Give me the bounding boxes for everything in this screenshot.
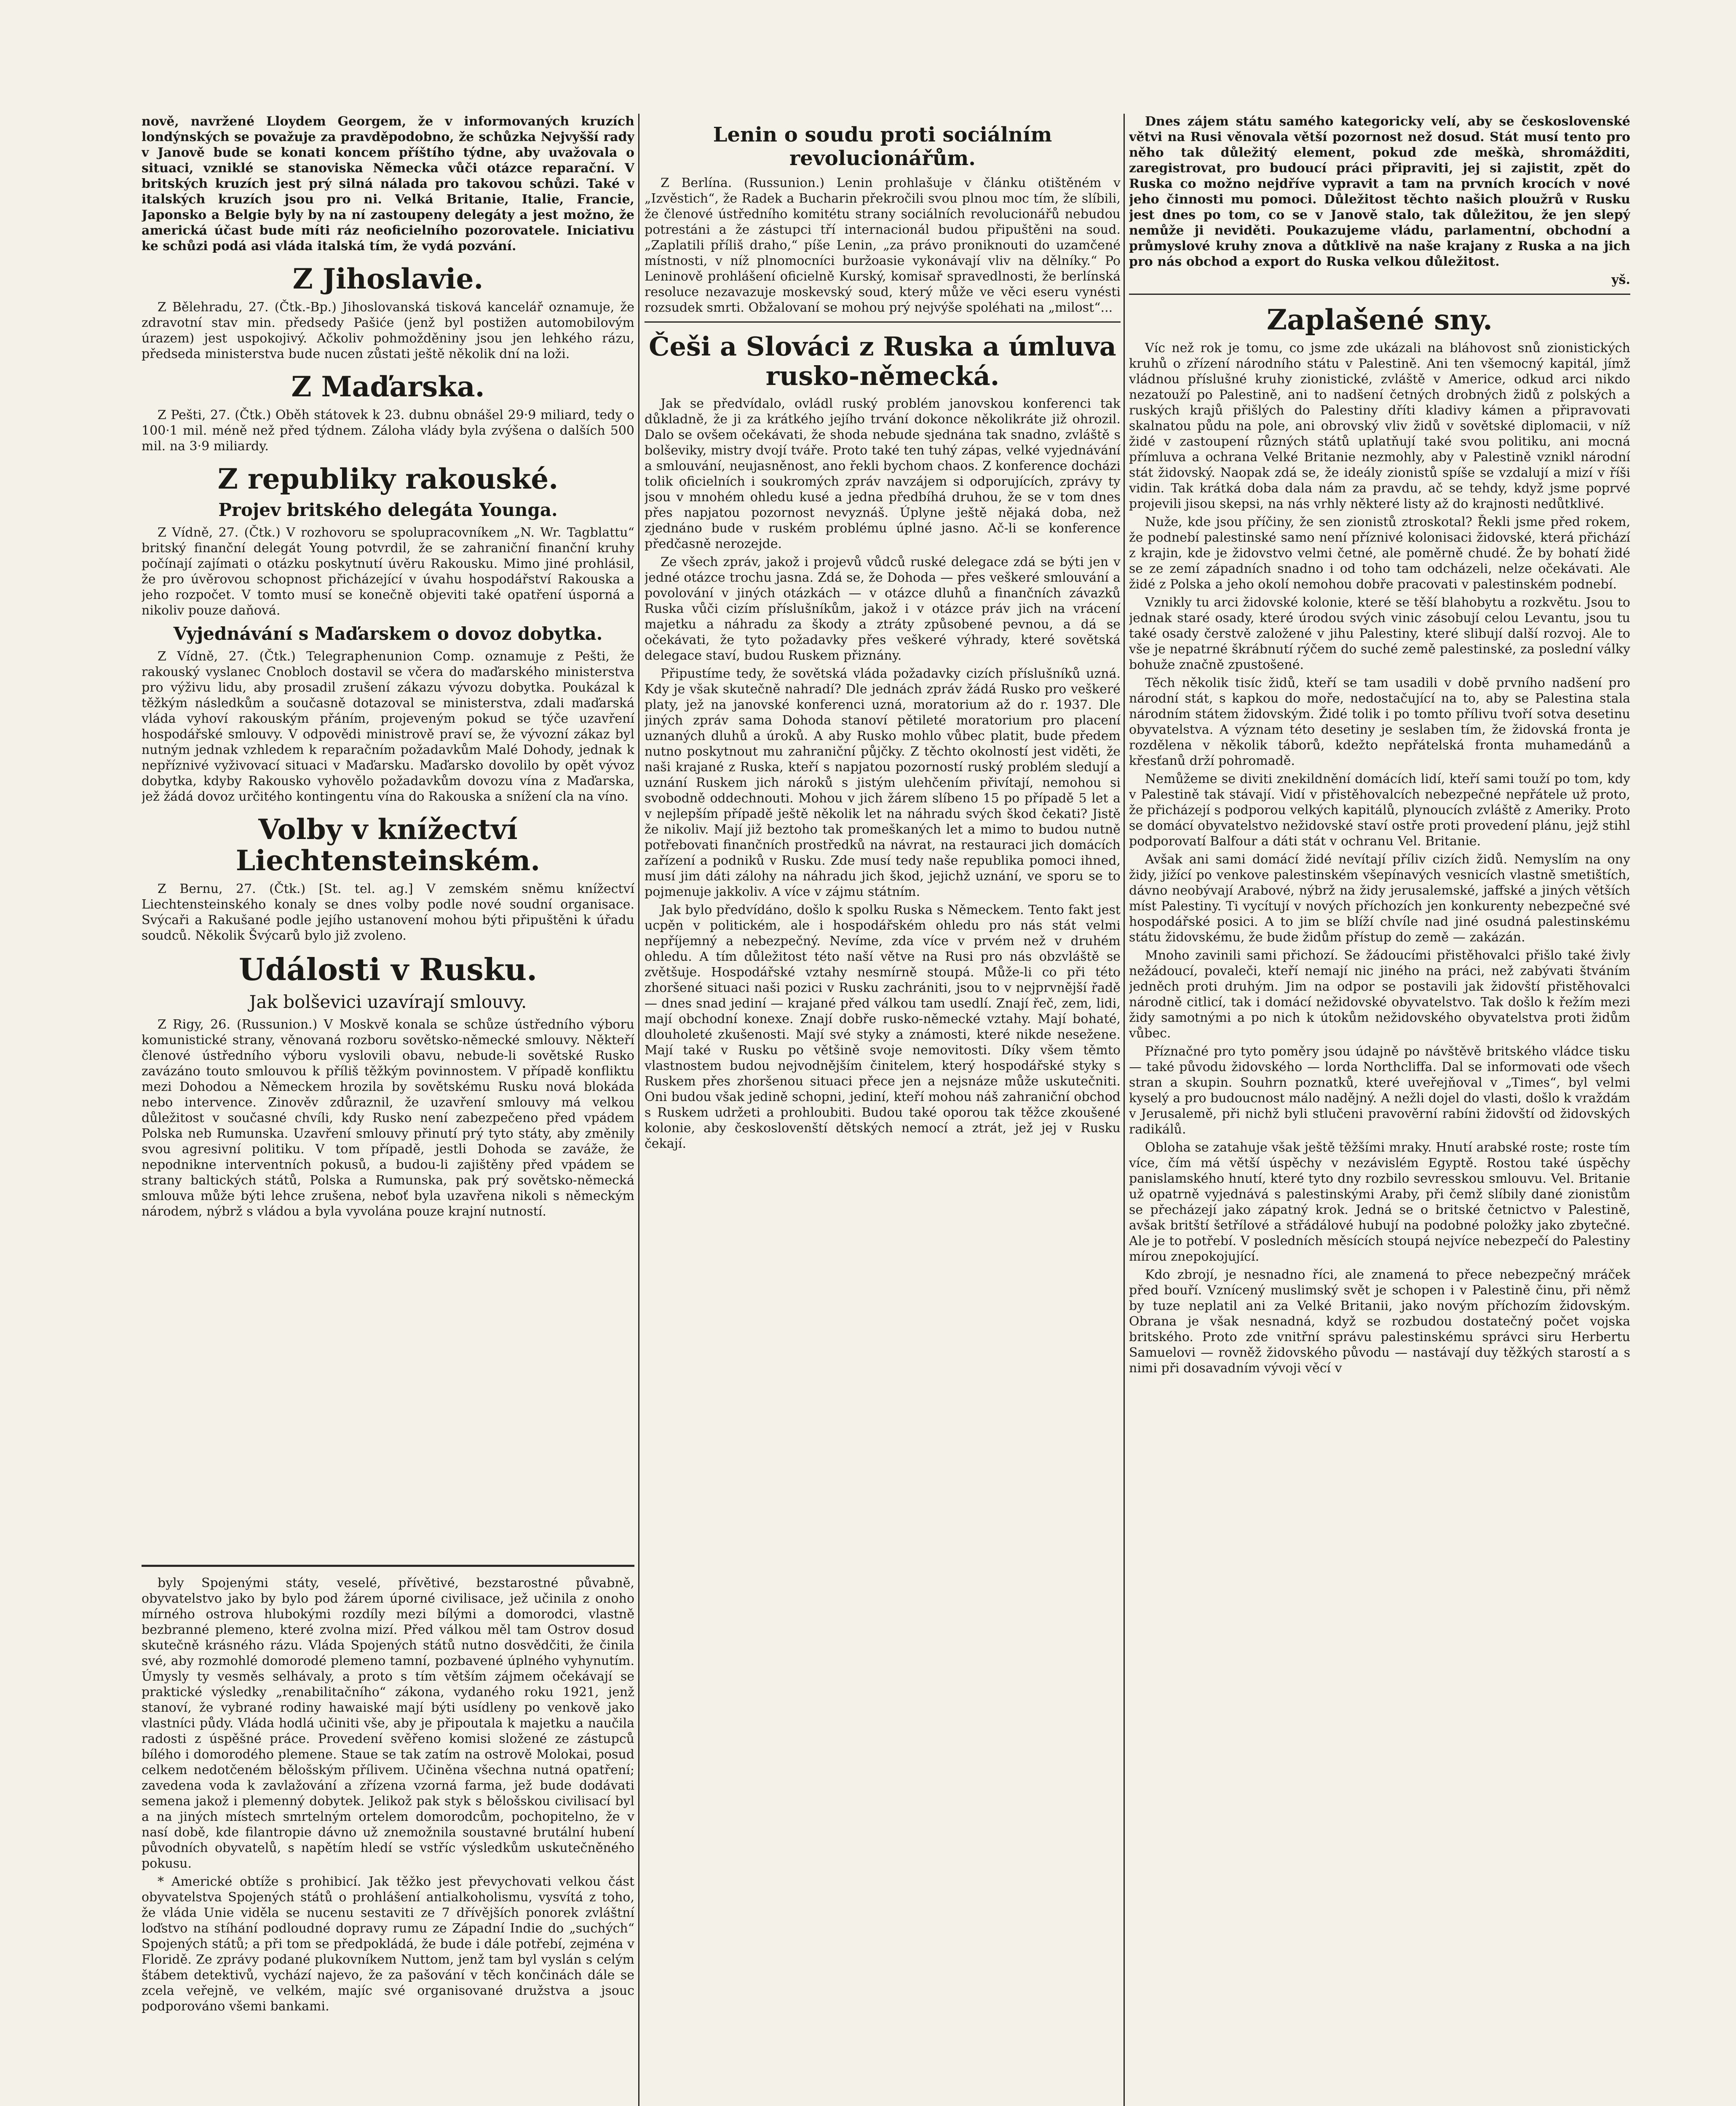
article-sny-p10: Kdo zbrojí, je nesnadno říci, ale znamená to přece nebezpečný mráček před bouří. Vznícený muslimský svět je schopen i v Palestině činu, při němž by tuze neplatil ani za Velké Britanii, jako novým příchozím židovským. Obrana je však nesnadná, když se rozbudou dostatečný počet vojska britského. Proto zde vnitřní správu palestinskému správci siru Herbertu Samuelovi — rovněž židovského původu — nastávají duy těžkých starostí a s nimi při dosavadním vývoji věcí v bbox=[1129, 1267, 1630, 1376]
column-3 bbox=[1129, 114, 1630, 2106]
headline-rusko: Události v Rusku. bbox=[238, 951, 538, 987]
subhead-madarsko-dobytek: Vyjednávání s Maďarskem o dovoz dobytka. bbox=[173, 623, 603, 644]
article-sny-p4: Těch několik tisíc židů, kteří se tam usadili v době prvního nadšení pro národní stát, s kapkou do moře, nedostačující na to, aby se Palestina stala národním státem židovským. Židé tolik i po tomto přílivu tvoří sotva desetinu obyvatelstva. A význam této desetiny je seslaben tím, že židovská fronta je rozdělena v několik táborů, kdežto nepřátelská fronta muhamedánů a křesťanů drží pohromadě. bbox=[1129, 676, 1630, 768]
article-prohibice: * Americké obtíže s prohibicí. Jak těžko jest převychovati velkou část obyvatelstva Spojených států o prohlášení antialkoholismu, vysvítá z toho, že vláda Unie viděla se nucenu sestaviti ze 7 dřívějších ponorek zvláštní loďstvo na stíhání podloudné dopravy rumu ze Západní Indie do „suchých“ Spojených států; a při tom se předpokládá, že bude i dále potřebí, zejména v Floridě. Ze zprávy podané plukovníkem Nuttom, jenž tam byl vyslán s celým štábem detektivů, vychází najevo, že za pašování v těch končinách dále se zcela veřejně, ve velkém, majíc své organisované družstva a jsouc podporováno všemi bankami. bbox=[142, 1874, 634, 2014]
column-2 bbox=[645, 114, 1121, 2106]
column-1-bottom bbox=[142, 1575, 634, 2106]
column-divider bbox=[1123, 114, 1125, 2106]
column-1 bbox=[142, 114, 634, 1495]
article-sny-p2: Nuže, kde jsou příčiny, že sen zionistů ztroskotal? Řekli jsme před rokem, že podnebí palestinské samo není příznivé kolonisaci židovské, která přichází z krajin, kde je židovstvo velmi četné, ale poměrně chudé. Že by bohatí židé se ze zemí západních snadno i od toho tam odcházeli, nelze očekávati. Ale židé z Polska a jeho okolí nemohou dobře pracovati v palestinském podnebí. bbox=[1129, 515, 1630, 592]
article-signature: yš. bbox=[1611, 273, 1630, 287]
article-liechtenstein: Z Bernu, 27. (Čtk.) [St. tel. ag.] V zemském sněmu knížectví Liechtensteinského konaly se dnes volby podle nové soudní organisace. Svýcaři a Rakušané podle jejího ustanovení mohou býti připuštěni k úřadu soudců. Několik Švýcarů bylo již zvoleno. bbox=[142, 882, 634, 943]
headline-jihoslavie: Z Jihoslavie. bbox=[292, 262, 484, 295]
article-cesi-p2: Ze všech zpráv, jakož i projevů vůdců ruské delegace zdá se býti jen v jedné otázce trochu jasna. Zdá se, že Dohoda — přes veškeré smlouvání a povolování v jiných otázkách — v otázce dluhů a finančních závazků Ruska vůči cizím příslušníkům, jakož i v otázce práv jich na vrácení majetku a náhradu za škody a ztráty způsobené pevnou, a dá se očekávati, že tyto požadavky přes veškeré výhrady, které sovětská delegace staví, budou Ruskem přiznány. bbox=[645, 555, 1121, 663]
article-sny-p7: Mnoho zavinili sami přichozí. Se žádoucími přistěhovalci přišlo také živly nežádoucí, povaleči, kteří nemají nic jiného na práci, než zabývati štváním jedněch proti druhým. Jim na odpor se postavili jak židovští přistěhovalci národně citlicí, tak i domácí nežidovské obyvatelstvo. Tak došlo k řežím mezi židy samotnými a po nich k útokům nežidovského obyvatelstva proti židům vůbec. bbox=[1129, 948, 1630, 1041]
article-cesi-p5: Dnes zájem státu samého kategoricky velí, aby se československé větvi na Rusi věnovala větší pozornost než dosud. Stát musí tento pro něho tak důležitý element, pokud zde meškà, shromážditi, zaregistrovat, pro budoucí práci připraviti, jej si zajistit, zpět do Ruska co možno nejdříve vypravit a tam na prvních krocích v nové jeho činnosti mu pomoci. Důležitost těchto našich ploužrů v Rusku jest dnes po tom, co se v Janově stalo, tak důležitou, že jen slepý nemůže ji neviděti. Poukazujeme vládu, parlamentní, obchodní a průmyslové kruhy znova a důtklivě na naše krajany z Ruska a na jich pro nás obchod a export do Ruska velkou důležitost. bbox=[1129, 114, 1630, 269]
headline-liechtenstein: Volby v knížectví Liechtensteinském. bbox=[235, 813, 540, 877]
divider bbox=[645, 321, 1121, 323]
article-sny-p5: Nemůžeme se diviti znekildnění domácích lidí, kteří sami touží po tom, kdy v Palestině tak stávají. Vidí v přistěhovalcích nebezpečné nepřátele už proto, že přicházejí s podporou velkých kapitálů, plynoucích zvláště z Ameriky. Proto se domácí obyvatelstvo nežidovské staví ostře proti provedení plánu, jejž stihl podporovatí Balfour a dáti stát v ochranu Vel. Britanie. bbox=[1129, 772, 1630, 849]
column-divider bbox=[638, 114, 639, 2106]
headline-madarsko: Z Maďarska. bbox=[291, 370, 485, 403]
section-divider bbox=[142, 1565, 634, 1567]
headline-rakousko: Z republiky rakouské. bbox=[217, 462, 559, 495]
article-young: Z Vídně, 27. (Čtk.) V rozhovoru se spolupracovníkem „N. Wr. Tagblattu“ britský finanční delegát Young potvrdil, že se zahraniční finanční kruhy počínají zajímati o otázku poskytnutí úvěru Rakousku. Mimo jiné prohlásil, že pro úvěrovou schopnost přicházející v úvahu hospodářství Rakouska a jeho rozpočet. V tomto musí se konečně objeviti také opatření úsporná a nikoliv pouze daňová. bbox=[142, 525, 634, 618]
article-rusko-part1: Z Rigy, 26. (Russunion.) V Moskvě konala se schůze ústředního výboru komunistické strany, věnovaná rozboru sovětsko-německé smlouvy. Někteří členové ústředního výboru vyslovili obavu, nebude-li sovětské Rusko zavázáno touto smlouvou k příliš těžkým povinnostem. V případě konfliktu mezi Dohodou a Německem hrozila by sovětskému Rusku nová blokáda nebo intervence. Zinověv zdůraznil, že uzavření smlouvy má velkou důležitost v současné chvíli, kdy Rusko není zabezpečeno před vpádem Polska neb Rumunska. Uzavření smlouvy přinutí prý tyto státy, aby změnily svou agresivní politiku. V tom případě, jestli Dohoda se zaváže, že nepodnikne interventních pokusů, a budou-li zajištěny před vpádem se strany baltických států, Polska a Rumunska, pak prý sovětsko-německá smlouva může býti lehce zrušena, neboť byla uzavřena nikoli s německým národem, nýbrž s vládou a byla vyvolána pouze krajní nutností. bbox=[142, 1017, 634, 1219]
article-madarsko: Z Pešti, 27. (Čtk.) Oběh státovek k 23. dubnu obnášel 29·9 miliard, tedy o 100·1 mil. méně než před týdnem. Záloha vlády byla zvýšena o dalších 500 mil. na 3·9 miliardy. bbox=[142, 408, 634, 454]
article-cesi-p4: Jak bylo předvídáno, došlo k spolku Ruska s Německem. Tento fakt jest ucpěn v politickém, ale i hospodářském ohledu pro nás stát velmi nepříjemný a nebezpečný. Nevíme, zda více v prvém než v druhém ohledu. A tím důležitost této naší větve na Rusi pro nás obzvláště se zvětšuje. Hospodářské vztahy nesmírně stoupá. Může-li co při této zhoršené situaci naši pozici v Rusku zachrániti, jsou to v nejprvnější řadě — dnes snad jediní — krajané před válkou tam usedlí. Znají řeč, zem, lidi, mají obchodní konexe. Znají dobře rusko-německé vztahy. Mají bohaté, dlouholeté zkušenosti. Mají své styky a známosti, které nikde nesežene. Mají také v Rusku po většině svoje nemovitosti. Díky všem těmto vlastnostem budou nejvodnějším činitelem, který hospodářské styky s Ruskem přes zhoršenou situaci přece jen a nejsnáze může uskutečniti. Oni budou však jedině schopni, jediní, kteří mohou náš zahraniční obchod s Ruskem udržeti a prohloubiti. Budou také oporou tak těžce zkoušené kolonie, aby českoslovenští dětských nemocí a ztrát, jež jej v Rusku čekají. bbox=[645, 903, 1121, 1151]
article-sny-p3: Vznikly tu arci židovské kolonie, které se těší blahobytu a rozkvětu. Jsou to jednak staré osady, které úrodou svých vinic zásobují celou Levantu, jsou tu také osady čerstvě založené v jihu Palestiny, které slibují další rozvoj. Ale to vše je nepatrné škrábnutí rýčem do suché země palestinské, za poslední války bohuže značně zpustošené. bbox=[1129, 595, 1630, 672]
article-hawaii: byly Spojenými státy, veselé, přívětivé, bezstarostné půvabně, obyvatelstvo jako by bylo pod žárem úporné civilisace, jež učinila z onoho mírného ostrova hlubokými rozdíly mezi bílými a domorodci, vlastně bezbranné plemeno, které zvolna mizí. Před válkou měl tam Ostrov dosud skutečně krásného rázu. Vláda Spojených států nutno dosvědčiti, že činila své, aby rozmohlé domorodé plemeno tamní, pozbavené úplného vyhynutím. Úmysly ty vesměs selhávaly, a proto s tím větším zájmem očekávají se praktické výsledky „renabilitačního“ zákona, vydaného roku 1921, jenž stanoví, že vybrané rodiny hawaiské mají býti usídleny po venkově jako vlastníci půdy. Vláda hodlá učiniti vše, aby je připoutala k majetku a naučila radosti z úspěšné práce. Provedení svěřeno komisi složené ze zástupců bílého i domorodého plemene. Staue se tak zatím na ostrově Molokai, posud celkem nedotčeném bělošským přílivem. Učiněna všechna nutná opatření; zavedena voda k zavlažování a zřízena vzorná farma, jež bude dodávati semena jakož i plemenný dobytek. Jelikož pak styk s bělošskou civilisací byl a na jiných místech smrtelným ortelem domorodcům, pochopitelno, že v nasí době, kde filantropie dávno už znemožnila soustavné brutální hubení původních obyvatelů, s napětím hledí se vstříc výsledkům uskutečněného pokusu. bbox=[142, 1576, 634, 1871]
article-sny-p9: Obloha se zatahuje však ještě těžšími mraky. Hnutí arabské roste; roste tím více, čím má větší úspěchy v nezávislém Egyptě. Rostou také úspěchy panislamského hnutí, které tyto dny rozbilo sevresskou smlouvu. Vel. Britanie už opatrně vyjednává s palestinskými Araby, při čemž slíbily dané zionistům se přecházejí jako zápatný krok. Jedná se o britské četnictvo v Palestině, avšak britští šetřílové a střádálové hubují na podobné položky jako zbytečné. Ale je to potřebí. V posledních měsících stoupá nejvíce nebezpečí do Palestiny mírou znepokojující. bbox=[1129, 1140, 1630, 1264]
intro-article: nově, navržené Lloydem Georgem, že v informovaných kruzích londýnských se považuje za pravděpodobno, že schůzka Nejvyšší rady v Janově bude se konati koncem příštího týdne, aby uvažovala o situaci, vzniklé se stanoviska Německa vůči otázce reparační. V britských kruzích jest prý silná nálada pro takovou schůzi. Také v italských kruzích jsou pro ni. Velká Britanie, Italie, Francie, Japonsko a Belgie byly by na ní zastoupeny delegáty a jest možno, že americká účast bude míti ráz neoficielního pozorovatele. Iniciativu ke schůzi podá asi vláda italská tím, že vydá pozvání. bbox=[142, 114, 634, 254]
article-sny-p1: Víc než rok je tomu, co jsme zde ukázali na bláhovost snů zionistických kruhů o zřízení národního státu v Palestině. Ani ten všemocný kapitál, jímž vládnou příslušné kruhy zionistické, zvláště v Americe, odkud arci nikdo nezatouží po Palestině, ani to nadšení četných drobných židů z polských a ruských krajů přišlých do Palestiny dříti kladivy kámen a připravovati skalnatou půdu na pole, ani obrovský vliv židů v sovětské diplomacii, v níž židé v zastoupení různých států uplatňují také svou politiku, ani mocná přímluva a ochrana Velké Britanie nezmohly, aby v Palestině vznikl národní stát židovský. Naopak zdá se, že ideály zionistů spíše se vzdalují a mizí v říši vidin. Tak krátká doba dala nám za pravdu, ač se tehdy, když jsme poprvé projevili jisou skepsi, na nás vrhly některé listy až do krajnosti nedůtklivé. bbox=[1129, 341, 1630, 511]
article-cesi-p3: Připustíme tedy, že sovětská vláda požadavky cizích příslušníků uzná. Kdy je však skutečně nahradí? Dle jednách zpráv žádá Rusko pro veškeré platy, jež na janovské konferenci uzná, moratorium až do r. 1937. Dle jiných zpráv sama Dohoda stanoví pětileté moratorium pro placení uznaných dluhů a úroků. A aby Rusko mohlo vůbec platit, bude předem nutno poskytnout mu zahraniční půjčky. Z těchto okolností jest viděti, že naši krajané z Ruska, kteří s napjatou pozorností ruský problém sledují a uznání Ruskem jich nároků s jistým ulehčením přivítají, nemohou si svobodně oddechnouti. Mohou v jich žárem slíbeno 15 po případě 5 let a v nejlepším případě ještě několik let na náhradu svých škod čekati? Jistě že nikoliv. Mají již beztoho tak promeškaných let a mimo to budou nutně potřebovati finančních prostředků na návrat, na restauraci jich domácích zařízení a podniků v Rusku. Zde musí tedy naše republika pomoci ihned, musí jim dáti zálohy na náhradu jich škod, jejichž uznání, ve sporu se to pojmenuje jakkoliv. A více v zájmu státním. bbox=[645, 666, 1121, 899]
article-sny-p6: Avšak ani sami domácí židé nevítají příliv cizích židů. Nemyslím na ony židy, jižící po venkove palestinském všepínavých vesnicích vlastně smetištích, dávno neobývají Arabové, nýbrž na židy jerusalemské, jaffské a jiných větších míst Palestiny. Ti vycítují v nových příchozích jen konkurenty nebezpečné své hospodářské posici. A to jim se blíží chvíle nad jiné osudná palestinskému státu židovskému, že bude židům přístup do země — zakázán. bbox=[1129, 852, 1630, 945]
headline-cesi-slovaci: Češi a Slováci z Ruska a úmluva rusko-německá. bbox=[649, 331, 1116, 391]
article-sny-p8: Příznačné pro tyto poměry jsou údajně po návštěvě britského vládce tisku — také původu židovského — lorda Northcliffa. Dal se informovati ode všech stran a skupin. Souhrn poznatků, které uveřejňoval v „Times“, byl velmi kyselý a pro budoucnost málo nadějný. A nežli dojel do vlasti, došlo k vraždám v Jerusalemě, při nichž byli stlučeni pravověrní rabíni židovští od židovských radikálů. bbox=[1129, 1044, 1630, 1137]
subhead-young: Projev britského delegáta Younga. bbox=[218, 500, 558, 520]
article-cesi-p1: Jak se předvídalo, ovládl ruský problém janovskou konferenci tak důkladně, že ji za krátkého jejího trvání dokonce několikráte již ohrozil. Dalo se ovšem očekávati, že shoda nebude sjednána tak snadno, zvláště s bolševiky, mistry dvojí tváře. Proto také ten tuhý zápas, velké vyjednávání a smlouvání, neujasněnost, ano řekli bychom chaos. Z konference docházi tolik oficielních i soukromých zpráv navzájem si odporujících, zprávy ty jsou v mnohém ohledu kusé a jedna předbíhá druhou, že se v tom dnes přes napjatou pozornost nevyznáš. Úplyne ještě nějaká doba, než zjednáno bude v ruském problému úplné jasno. Ač-li se konference předčasně nerozejde. bbox=[645, 396, 1121, 551]
article-dobytek: Z Vídně, 27. (Čtk.) Telegraphenunion Comp. oznamuje z Pešti, že rakouský vyslanec Cnobloch dostavil se včera do maďarského ministerstva pro výživu lidu, aby prosadil zrušení zákazu vývozu dobytka. Poukázal k těžkým následkům a současně dotazoval se ministerstva, zdali maďarská vláda vyhoví rakouským přáním, projeveným pokud se týče uzavření hospodářské smlouvy. V odpovědi ministrově praví se, že vývozní zákaz byl nutným jednak vzhledem k reparačním požadavkům Malé Dohody, jednak k nepříznivé vyživovací situaci v Maďarsku. Maďarsko dovolilo by opět vývoz dobytka, kdyby Rakousko vyhovělo požadavkům dovozu vína z Maďarska, jež žádá dovoz určitého kontingentu vína do Rakouska a snížení cla na víno. bbox=[142, 649, 634, 804]
headline-zaplasene-sny: Zaplašené sny. bbox=[1267, 303, 1493, 336]
subline-rusko: Jak bolševici uzavírají smlouvy. bbox=[249, 992, 527, 1012]
headline-lenin: Lenin o soudu proti sociálním revolucionářům. bbox=[713, 123, 1052, 170]
article-jihoslavie: Z Bělehradu, 27. (Čtk.-Bp.) Jihoslovanská tisková kancelář oznamuje, že zdravotní stav min. předsedy Pašiće (jenž byl postižen automobilovým úrazem) jest uspokojivý. Ačkoliv pohmožděniny jsou jen lehkého rázu, předseda ministerstva bude nucen zůstati ještě několik dní na loži. bbox=[142, 300, 634, 361]
divider bbox=[1129, 294, 1630, 295]
article-lenin: Z Berlína. (Russunion.) Lenin prohlašuje v článku otištěném v „Izvěstich“, že Radek a Bucharin překročili svou plnou moc tím, že slíbili, že členové ústředního komitétu strany sociálních revolucionářů nebudou potrestáni a že zástupci tří internacionál budou připuštěni na soud. „Zaplatili příliš draho,“ píše Lenin, „za právo proniknouti do uzamčené místnosti, v níž plnomocníci buržoasie vykonávají vliv na dělníky.“ Po Leninově prohlášení oficielně Kurský, komisař spravedlnosti, že berlínská resoluce nezavazuje moskevský soud, který může ve věci eseru vynésti rozsudek smrti. Obžalovaní se mohou prý nejvýše spoléhati na „milost“... bbox=[645, 176, 1121, 315]
